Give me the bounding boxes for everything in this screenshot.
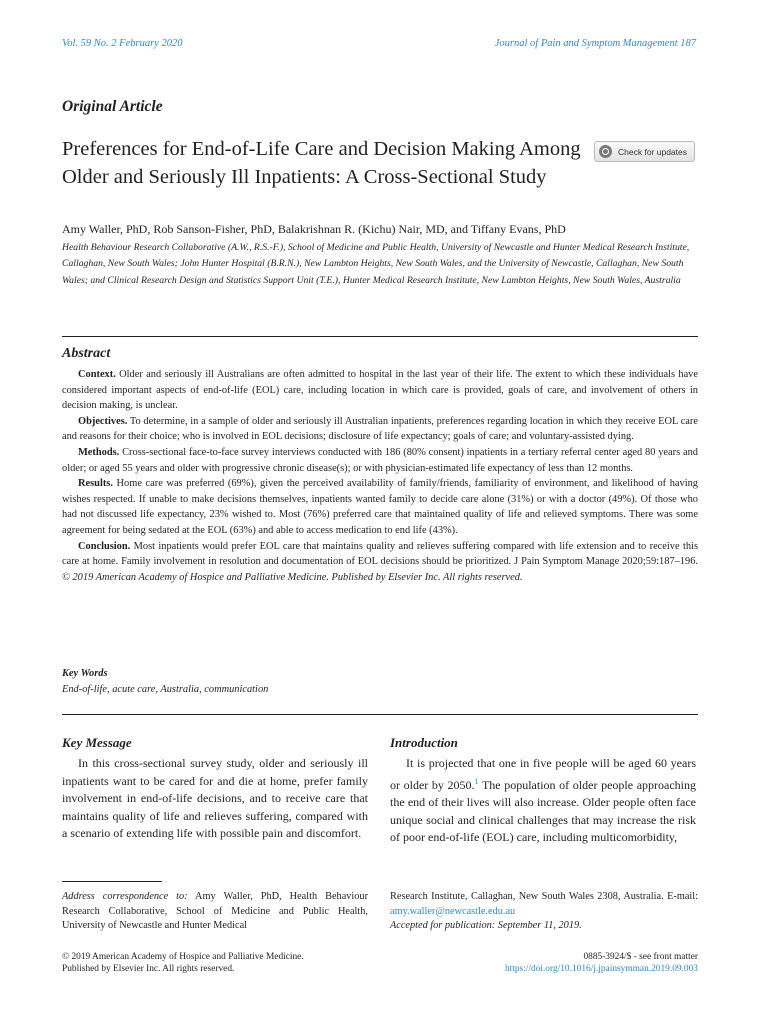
copyright-line: © 2019 American Academy of Hospice and Palliative Medicine. <box>62 952 304 962</box>
abstract-results <box>62 476 698 538</box>
running-head-volume: Vol. 59 No. 2 February 2020 <box>62 38 183 49</box>
abstract-objectives <box>62 414 698 445</box>
article-title: Preferences for End-of-Life Care and Decision Making Among Older and Seriously Ill Inpatients: A Cross-Sectional Study <box>62 138 581 188</box>
reference-link[interactable]: 1 <box>474 776 479 786</box>
section-label: Results. <box>78 478 113 490</box>
bottom-copyright <box>62 951 304 975</box>
key-message-heading: Key Message <box>62 735 132 750</box>
section-text: Most inpatients would prefer EOL care that maintains quality and relieves suffering compared with life extension and to receive this care at home. Family involvement in resolution and documentation of EOL decisions should be prioritized. J Pain Symptom Manage 2020;59:187–196. <box>62 540 698 568</box>
abstract-methods <box>62 445 698 476</box>
footnote-address-cont <box>390 890 698 934</box>
key-words-value: End-of-life, acute care, Australia, communication <box>62 684 269 695</box>
check-for-updates-button[interactable] <box>594 141 695 162</box>
key-words-heading: Key Words <box>62 668 108 679</box>
section-label: Methods. <box>78 446 120 458</box>
key-message-text: In this cross-sectional survey study, older and seriously ill inpatients want to be cared for and die at home, prefer family involvement in end-of-life decisions, and to receive care that maintains quality of life and relieves suffering, compared with a scenario of extending life with possible pain and discomfort. <box>62 756 368 841</box>
introduction-heading: Introduction <box>390 735 458 750</box>
intro-text-part: The population of older people approaching the end of their lives will also increase. Older people often face unique social and clinical challenges that may increase the risk of poor end-of-life (EOL) care, including multicomorbidity, <box>390 777 696 845</box>
section-text: To determine, in a sample of older and seriously ill Australian inpatients, preferences regarding location in which they receive EOL care and reasons for their choice; who is involved in EOL decisions; disclosure of life expectancy; goals of care; and voluntary-assisted dying. <box>62 415 698 443</box>
divider-top <box>62 336 698 337</box>
abstract-heading: Abstract <box>62 346 111 361</box>
accepted-date: Accepted for publication: September 11, 2019. <box>390 920 582 932</box>
introduction-text <box>390 755 696 847</box>
intro-text-part: It is projected that one in five people will be aged 60 years or older by 2050. <box>390 756 696 792</box>
introduction-column <box>390 735 696 847</box>
key-message-column <box>62 735 368 843</box>
article-type: Original Article <box>62 98 163 115</box>
section-label: Objectives. <box>78 415 128 427</box>
address-label: Address correspondence to: <box>62 891 188 902</box>
bottom-identifiers <box>505 951 698 975</box>
affiliations: Health Behaviour Research Collaborative (A.W., R.S.-F.), School of Medicine and Public Health, University of Newcastle and Hunter Medical Research Institute, Callaghan, New South Wales; John Hunter Hospital (B.R.N.), New Lambton Heights, New South Wales, and the University of Newcastle, Callaghan, New South Wales; and Clinical Research Design and Statistics Support Unit (T.E.), Hunter Medical Research Institute, New Lambton Heights, New South Wales, Australia <box>62 242 690 286</box>
section-text: Older and seriously ill Australians are often admitted to hospital in the last year of their life. The extent to which these individuals have considered important aspects of end-of-life (EOL) care, including location in which care is provided, goals of care, and involvement of others in decision making, is unclear. <box>62 369 698 412</box>
section-label: Conclusion. <box>78 540 131 552</box>
issn: 0885-3924/$ - see front matter <box>583 952 698 962</box>
abstract-conclusion <box>62 539 698 586</box>
crossmark-icon <box>599 145 612 158</box>
running-head-journal: Journal of Pain and Symptom Management 187 <box>494 38 696 49</box>
section-text: Cross-sectional face-to-face survey interviews conducted with 186 (80% consent) inpatients in a tertiary referral center aged 80 years and older; or aged 55 years and older with progressive chronic disease(s); or with physician-estimated life expectancy of less than 12 months. <box>62 446 698 474</box>
email-link[interactable]: amy.waller@newcastle.edu.au <box>390 905 516 917</box>
abstract-copyright: © 2019 American Academy of Hospice and Palliative Medicine. Published by Elsevier Inc. All rights reserved. <box>62 571 523 583</box>
address-text-cont: Research Institute, Callaghan, New South Wales 2308, Australia. E-mail: <box>390 891 698 902</box>
footnote-address <box>62 890 368 934</box>
divider-bottom <box>62 714 698 715</box>
copyright-line: Published by Elsevier Inc. All rights reserved. <box>62 964 235 974</box>
running-head <box>62 38 696 49</box>
abstract-context <box>62 367 698 414</box>
section-label: Context. <box>78 369 116 380</box>
authors: Amy Waller, PhD, Rob Sanson-Fisher, PhD, Balakrishnan R. (Kichu) Nair, MD, and Tiffany Evans, PhD <box>62 222 566 236</box>
key-words <box>62 666 698 698</box>
doi-link[interactable]: https://doi.org/10.1016/j.jpainsymman.2019.09.003 <box>504 964 698 974</box>
abstract <box>62 346 698 585</box>
footnote-divider <box>62 881 162 882</box>
section-text: Home care was preferred (69%), given the perceived availability of family/friends, familiarity of environment, and likelihood of having wishes respected. If unable to make decisions themselves, inpatients wanted family to decide care alone (31%) or with a doctor (49%). Of those who had not discussed life expectancy, 23% wished to. Most (76%) preferred care that maintained quality of life and relieved symptoms. There was some agreement for being sedated at the EOL (63%) and able to access medication to end life (43%). <box>62 478 698 536</box>
check-for-updates-label: Check for updates <box>618 146 687 157</box>
address-text: Amy Waller, PhD, Health Behaviour Research Collaborative, School of Medicine and Public Health, University of Newcastle and Hunter Medical <box>62 891 368 932</box>
